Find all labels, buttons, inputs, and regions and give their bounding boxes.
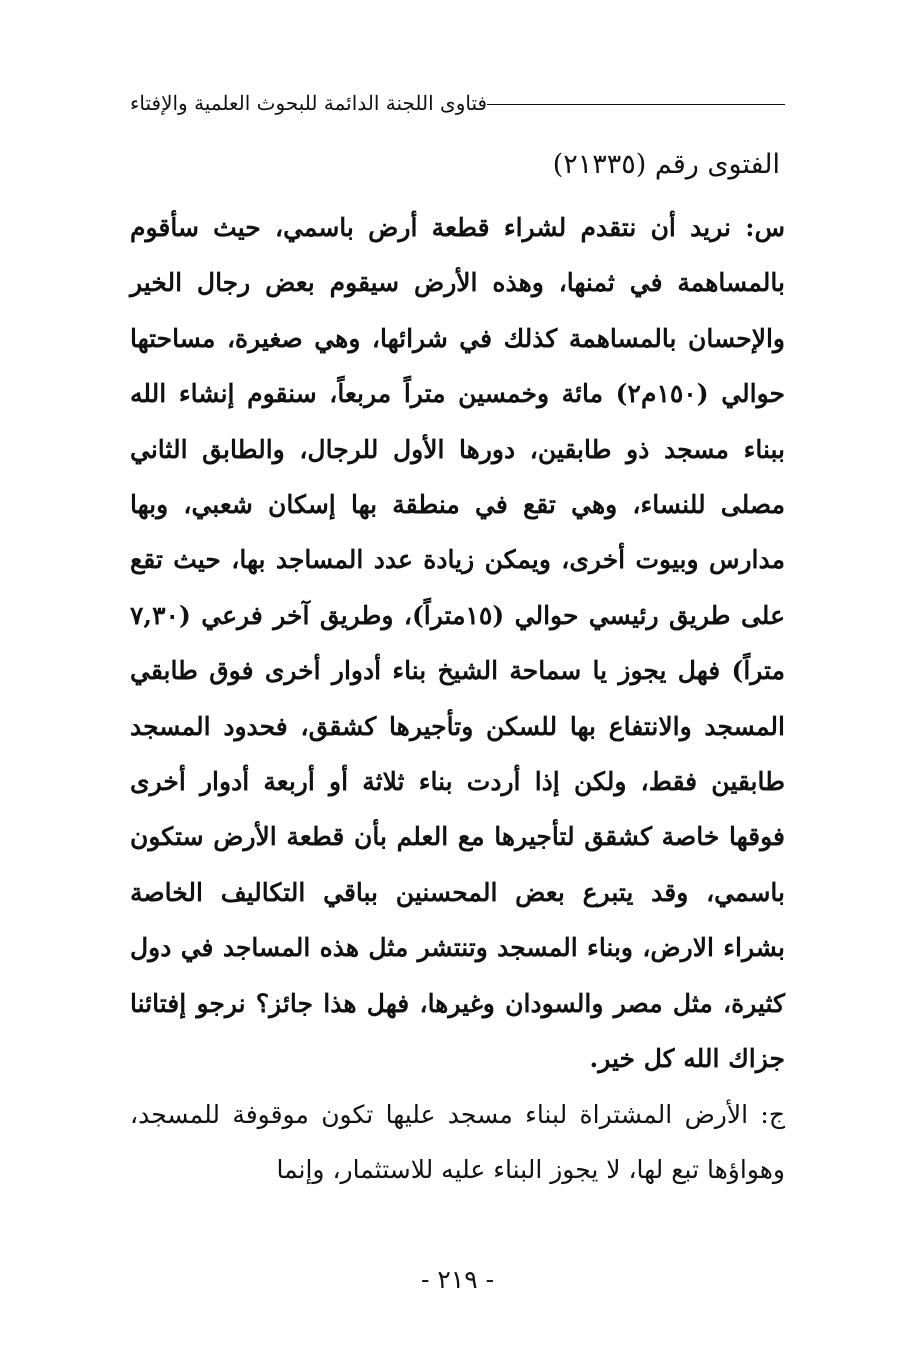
running-header	[120, 88, 785, 118]
answer-paragraph: ج: الأرض المشتراة لبناء مسجد عليها تكون موقوفة للمسجد، وهواؤها تبع لها، لا يجوز البناء عليه للاستثمار، وإنما	[130, 1099, 785, 1184]
header-rule	[487, 104, 785, 105]
fatwa-number: الفتوى رقم (٢١٣٣٥)	[552, 149, 780, 180]
body-text	[130, 200, 785, 1197]
book-title: فتاوى اللجنة الدائمة للبحوث العلمية والإفتاء	[130, 91, 488, 115]
question-paragraph: س: نريد أن نتقدم لشراء قطعة أرض باسمي، حيث سأقوم بالمساهمة في ثمنها، وهذه الأرض سيقوم بعض رجال الخير والإحسان بالمساهمة كذلك في شرائها، وهي صغيرة، مساحتها حوالي (١٥٠م٢) مائة وخمسين متراً مربعاً، سنقوم إنشاء الله ببناء مسجد ذو طابقين، دورها الأول للرجال، والطابق الثاني مصلى للنساء، وهي تقع في منطقة بها إسكان شعبي، وبها مدارس وبيوت أخرى، ويمكن زيادة عدد المساجد بها، حيث تقع على طريق رئيسي حوالي (١٥متراً)، وطريق آخر فرعي (٧,٣٠ متراً) فهل يجوز يا سماحة الشيخ بناء أدوار أخرى فوق طابقي المسجد والانتفاع بها للسكن وتأجيرها كشقق، فحدود المسجد طابقين فقط، ولكن إذا أردت بناء ثلاثة أو أربعة أدوار أخرى فوقها خاصة كشقق لتأجيرها مع العلم بأن قطعة الأرض ستكون باسمي، وقد يتبرع بعض المحسنين بباقي التكاليف الخاصة بشراء الارض، وبناء المسجد وتنتشر مثل هذه المساجد في دول كثيرة، مثل مصر والسودان وغيرها، فهل هذا جائز؟ نرجو إفتائنا جزاك الله كل خير.	[130, 213, 785, 1074]
page-number: - ٢١٩ -	[420, 1265, 495, 1294]
